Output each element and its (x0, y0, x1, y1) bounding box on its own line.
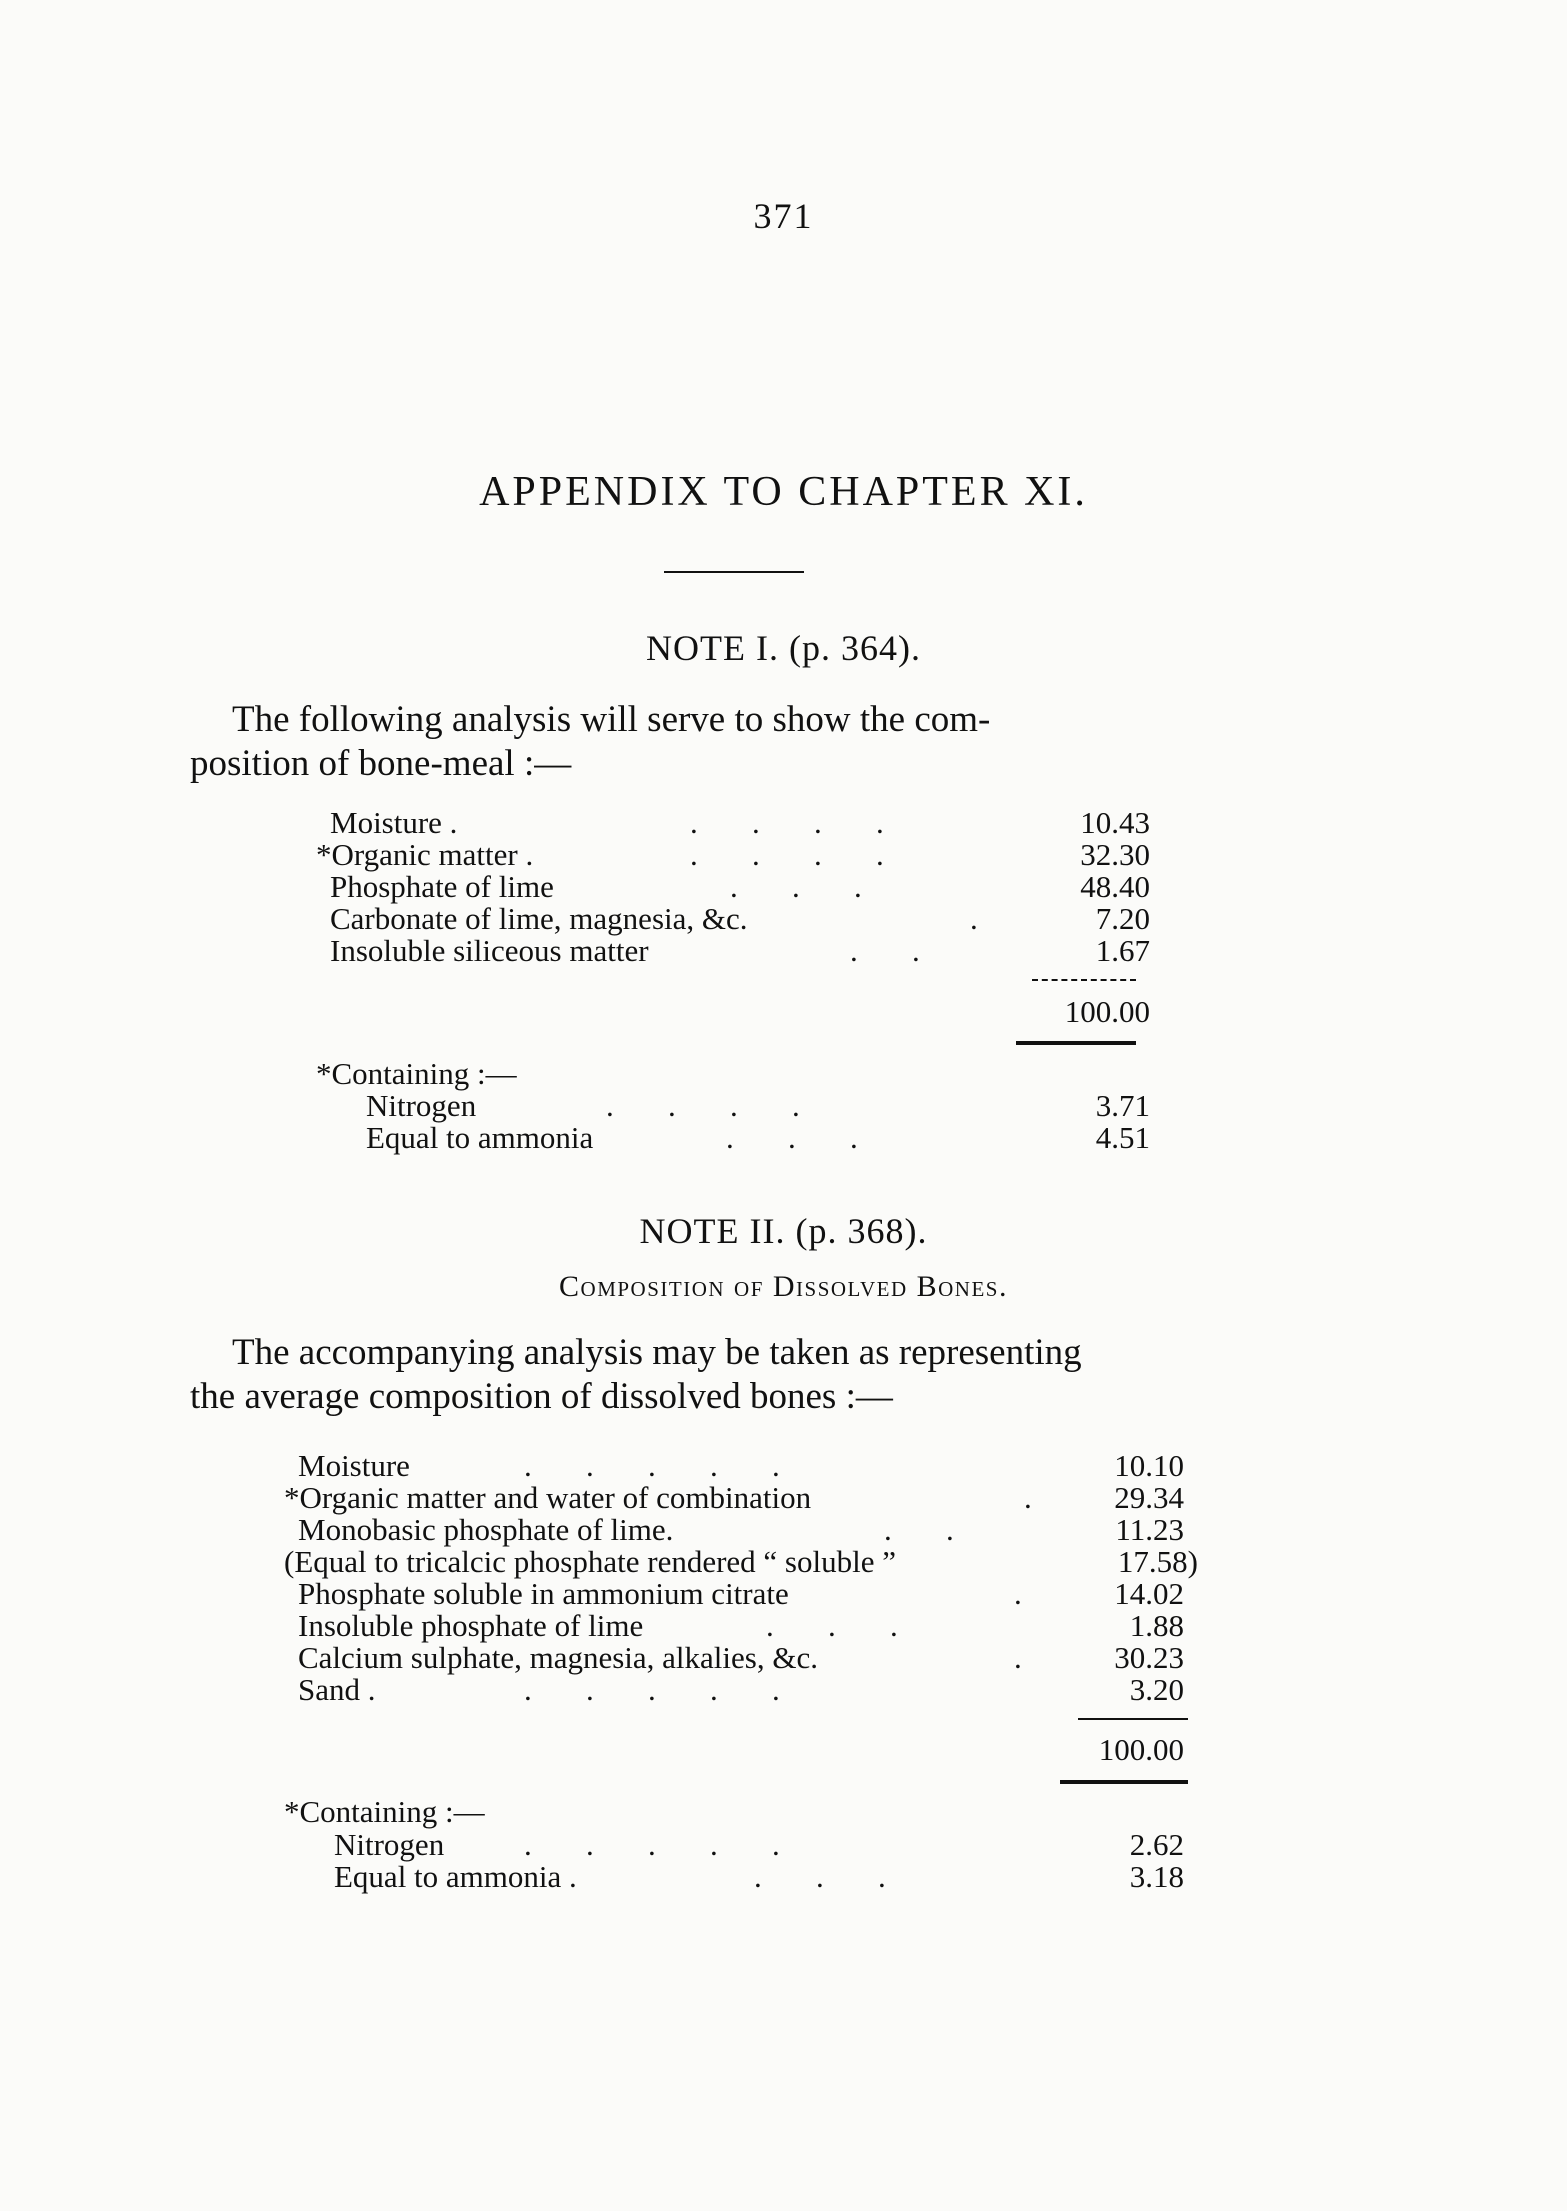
leader-dots: . . . . (606, 1088, 800, 1123)
table-row (330, 935, 1180, 967)
table-row (330, 903, 1180, 935)
note-1-paragraph-line-1: The following analysis will serve to show the com- (232, 699, 991, 740)
containing-label: *Containing :— (284, 1794, 485, 1829)
leader-dots: . (1014, 1640, 1022, 1675)
table-row (298, 1578, 1218, 1610)
row-label: Equal to ammonia . (334, 1859, 577, 1894)
row-value: 7.20 (1095, 901, 1150, 936)
row-value: 4.51 (1095, 1120, 1150, 1155)
row-label: Sand . (298, 1672, 376, 1707)
row-value: 10.10 (1114, 1448, 1184, 1483)
row-label: Insoluble phosphate of lime (298, 1608, 644, 1643)
leader-dots: . (1014, 1576, 1022, 1611)
leader-dots: . . . . (690, 837, 884, 872)
table-row (330, 871, 1180, 903)
chapter-title: APPENDIX TO CHAPTER XI. (479, 469, 1088, 515)
row-label: Calcium sulphate, magnesia, alkalies, &c. (298, 1640, 818, 1675)
note-2-paragraph-line-1: The accompanying analysis may be taken as representing (232, 1332, 1082, 1373)
leader-dots: . . . (754, 1859, 886, 1894)
row-value: 3.71 (1095, 1088, 1150, 1123)
table-row (284, 1482, 1218, 1514)
table-row (330, 807, 1180, 839)
row-label: Nitrogen (366, 1088, 477, 1123)
note-2-paragraph-line-2: the average composition of dissolved bones :— (190, 1376, 893, 1417)
table-row (298, 1514, 1218, 1546)
page-number: 371 (753, 196, 814, 236)
row-label: Moisture (298, 1448, 410, 1483)
table-row (366, 1090, 1180, 1122)
row-value: 3.18 (1129, 1859, 1184, 1894)
row-label: Insoluble siliceous matter (330, 933, 649, 968)
row-value: 17.58) (1117, 1544, 1198, 1579)
total-value: 100.00 (1064, 994, 1150, 1029)
row-value: 3.20 (1129, 1672, 1184, 1707)
table-row (334, 1829, 1218, 1861)
leader-dots: . . . (766, 1608, 898, 1643)
row-value: 48.40 (1080, 869, 1150, 904)
row-value: 14.02 (1114, 1576, 1184, 1611)
note-1-paragraph-line-2: position of bone-meal :— (190, 743, 572, 784)
table-row (366, 1122, 1180, 1154)
row-value: 10.43 (1080, 805, 1150, 840)
row-label: Equal to ammonia (366, 1120, 594, 1155)
row-label: *Organic matter . (316, 837, 534, 872)
table-row (316, 839, 1180, 871)
row-label: Carbonate of lime, magnesia, &c. (330, 901, 748, 936)
leader-dots: . . (850, 933, 920, 968)
row-value: 30.23 (1114, 1640, 1184, 1675)
note-2-heading: NOTE II. (p. 368). (639, 1211, 928, 1251)
row-value: 11.23 (1115, 1512, 1184, 1547)
row-value: 32.30 (1080, 837, 1150, 872)
row-label: Moisture . (330, 805, 458, 840)
leader-dots: . . . . (690, 805, 884, 840)
row-label: Monobasic phosphate of lime. (298, 1512, 674, 1547)
total-value: 100.00 (1098, 1732, 1184, 1767)
row-value: 1.88 (1129, 1608, 1184, 1643)
leader-dots: . (1024, 1480, 1032, 1515)
leader-dots: . . (884, 1512, 954, 1547)
table-row (298, 1450, 1218, 1482)
leader-dots: . . . . . (524, 1827, 780, 1862)
total-double-rule (1060, 1780, 1188, 1784)
leader-dots: . . . . . (524, 1448, 780, 1483)
sum-rule (1078, 1718, 1188, 1720)
containing-label: *Containing :— (316, 1056, 517, 1091)
row-label: *Organic matter and water of combination (284, 1480, 812, 1515)
table-row (298, 1674, 1218, 1706)
total-row (1024, 1734, 1184, 1766)
row-label: Phosphate of lime (330, 869, 554, 904)
leader-dots: . (970, 901, 978, 936)
row-value: 1.67 (1095, 933, 1150, 968)
note-1-heading: NOTE I. (p. 364). (646, 628, 921, 668)
leader-dots: . . . . . (524, 1672, 780, 1707)
row-label: Phosphate soluble in ammonium citrate (298, 1576, 789, 1611)
total-double-rule (1016, 1041, 1136, 1045)
table-row (284, 1546, 1224, 1578)
row-label: (Equal to tricalcic phosphate rendered “ soluble ” (284, 1544, 896, 1579)
table-row (298, 1642, 1218, 1674)
title-rule (664, 571, 804, 573)
table-row (334, 1861, 1218, 1893)
leader-dots: . . . (726, 1120, 858, 1155)
note-2-subheading: Composition of Dissolved Bones. (559, 1270, 1008, 1303)
row-value: 29.34 (1114, 1480, 1184, 1515)
row-label: Nitrogen (334, 1827, 445, 1862)
table-row (298, 1610, 1218, 1642)
leader-dots: . . . (730, 869, 862, 904)
total-row (990, 996, 1150, 1028)
sum-rule (1032, 979, 1136, 981)
row-value: 2.62 (1129, 1827, 1184, 1862)
